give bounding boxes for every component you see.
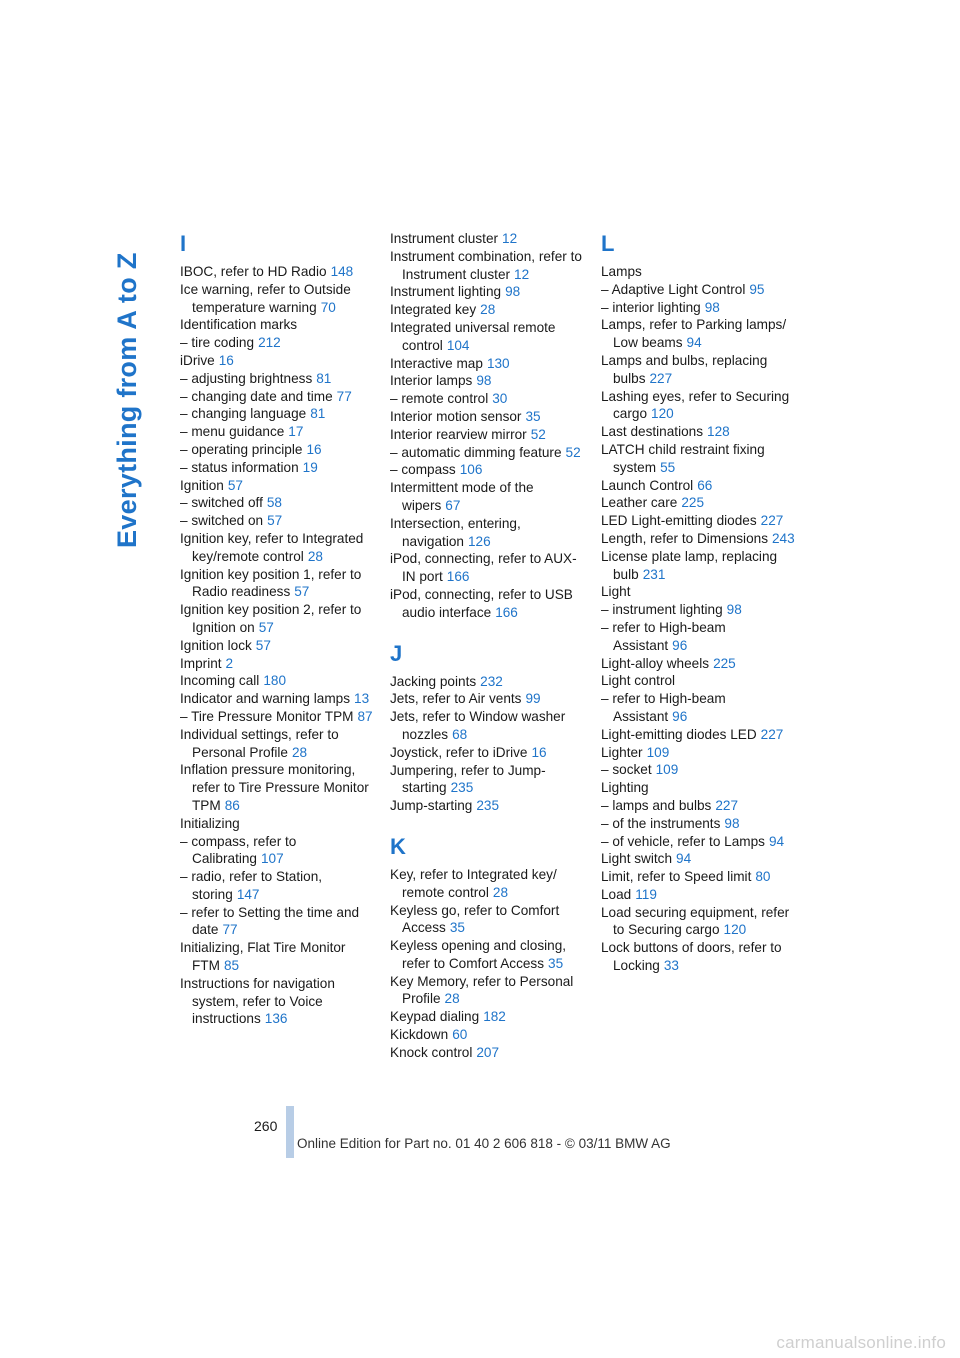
page-reference-link[interactable]: 52 bbox=[530, 426, 546, 442]
index-entry bbox=[180, 708, 380, 726]
index-entry-text: – changing date and time bbox=[180, 388, 333, 404]
page-reference-link[interactable]: 28 bbox=[307, 548, 323, 564]
index-entry-text: – lamps and bulbs bbox=[601, 797, 712, 813]
page-reference-link[interactable]: 227 bbox=[649, 370, 673, 386]
index-entry bbox=[390, 673, 590, 691]
index-entry bbox=[390, 973, 590, 1009]
index-entry-text: Integrated key bbox=[390, 302, 477, 318]
index-entry bbox=[390, 797, 590, 815]
index-entry bbox=[390, 283, 590, 301]
index-entry-text: Lamps, refer to Parking lamps/ Low beams bbox=[601, 317, 787, 351]
index-entry-text: Kickdown bbox=[390, 1027, 449, 1043]
page-reference-link[interactable]: 28 bbox=[291, 744, 308, 760]
index-entry-text: iPod, connecting, refer to USB audio interface bbox=[390, 586, 573, 620]
index-entry bbox=[601, 690, 801, 726]
index-entry-text: Initializing, Flat Tire Monitor FTM bbox=[180, 940, 346, 974]
index-entry-text: Identification marks bbox=[180, 317, 298, 333]
index-entry-text: LATCH child restraint fixing system bbox=[601, 441, 765, 475]
index-entry-text: Light-alloy wheels bbox=[601, 655, 710, 671]
page-reference-link[interactable]: 128 bbox=[707, 424, 730, 440]
index-entry-text: Keypad dialing bbox=[390, 1009, 480, 1025]
index-entry-text: Lashing eyes, refer to Securing cargo bbox=[601, 388, 790, 422]
index-entry-text: Ignition key position 2, refer to Ignition on bbox=[180, 602, 362, 635]
section-letter: J bbox=[390, 640, 403, 666]
page-reference-link[interactable]: 225 bbox=[713, 655, 736, 671]
page-reference-link[interactable]: 52 bbox=[565, 444, 581, 460]
page-reference-link[interactable]: 81 bbox=[316, 370, 332, 386]
index-entry-text: Interactive map bbox=[390, 355, 483, 371]
index-entry-text: Jumpering, refer to Jump-starting bbox=[390, 762, 546, 796]
index-entry bbox=[601, 904, 801, 940]
page-reference-link[interactable]: 57 bbox=[258, 619, 274, 635]
page-reference-link[interactable]: 98 bbox=[726, 602, 742, 618]
index-entry bbox=[180, 316, 380, 334]
index-entry-text: Leather care bbox=[601, 495, 678, 511]
page-reference-link[interactable]: 126 bbox=[467, 533, 491, 549]
index-entry bbox=[390, 355, 590, 373]
index-entry bbox=[180, 423, 380, 441]
page-reference-link[interactable]: 30 bbox=[492, 391, 508, 407]
index-entry-text: Imprint bbox=[180, 655, 222, 671]
index-entry bbox=[180, 726, 380, 762]
index-entry bbox=[390, 1044, 590, 1062]
index-entry bbox=[180, 494, 380, 512]
index-entry-text: Intermittent mode of the wipers bbox=[390, 480, 534, 513]
index-entry bbox=[180, 690, 380, 708]
index-entry-text: Instrument lighting bbox=[390, 284, 502, 300]
index-entry-text: Jump-starting bbox=[390, 798, 473, 814]
index-entry bbox=[601, 601, 801, 619]
index-entry bbox=[601, 833, 801, 851]
index-entry bbox=[180, 655, 380, 673]
index-entry-text: Indicator and warning lamps bbox=[180, 691, 351, 707]
index-entry-text: Lighter bbox=[601, 744, 643, 760]
page-reference-link[interactable]: 98 bbox=[704, 299, 720, 315]
page-reference-link[interactable]: 136 bbox=[264, 1011, 288, 1027]
index-entry-text: – Tire Pressure Monitor TPM bbox=[180, 708, 354, 724]
index-entry-text: Interior rearview mirror bbox=[390, 426, 527, 442]
page-reference-link[interactable]: 94 bbox=[676, 851, 692, 867]
page-reference-link[interactable]: 70 bbox=[320, 299, 336, 315]
index-entry-text: – refer to High-beam Assistant bbox=[601, 691, 726, 724]
index-entry bbox=[390, 708, 590, 744]
page-reference-link[interactable]: 109 bbox=[646, 744, 670, 760]
index-entry bbox=[390, 1026, 590, 1044]
index-entry bbox=[390, 408, 590, 426]
index-entry bbox=[601, 352, 801, 388]
index-entry-text: – switched on bbox=[180, 513, 264, 529]
index-column-1 bbox=[180, 230, 380, 1028]
index-entry-text: – Adaptive Light Control bbox=[601, 281, 746, 297]
page-reference-link[interactable]: 148 bbox=[330, 264, 354, 279]
page-reference-link[interactable]: 28 bbox=[492, 884, 509, 900]
footer-accent-bar bbox=[286, 1106, 294, 1158]
index-entry-text: Ignition key, refer to Integrated key/remote control bbox=[180, 530, 364, 564]
page-reference-link[interactable]: 86 bbox=[224, 797, 240, 813]
index-entry bbox=[601, 423, 801, 441]
index-entry bbox=[601, 299, 801, 317]
index-entry bbox=[390, 248, 590, 284]
index-entry bbox=[390, 319, 590, 355]
index-entry-text: Keyless opening and closing, refer to Comfort Access bbox=[390, 938, 567, 971]
index-entry-text: Launch Control bbox=[601, 477, 694, 493]
page-reference-link[interactable]: 99 bbox=[525, 691, 541, 707]
index-entry-text: Load securing equipment, refer to Securing cargo bbox=[601, 904, 790, 938]
page-number: 260 bbox=[254, 1118, 278, 1134]
index-entry-text: – operating principle bbox=[180, 441, 303, 457]
index-entry bbox=[601, 494, 801, 512]
index-entry-text: Last destinations bbox=[601, 424, 704, 440]
page-reference-link[interactable]: 120 bbox=[651, 406, 674, 422]
index-entry-text: Interior motion sensor bbox=[390, 408, 522, 424]
index-entry bbox=[390, 390, 590, 408]
page-reference-link[interactable]: 28 bbox=[444, 991, 460, 1007]
page-reference-link[interactable]: 107 bbox=[260, 851, 284, 867]
index-entry-text: – status information bbox=[180, 459, 299, 475]
index-entry-text: Instrument combination, refer to Instrument cluster bbox=[390, 248, 582, 282]
page-reference-link[interactable]: 119 bbox=[635, 886, 657, 902]
index-entry bbox=[390, 937, 590, 973]
page-reference-link[interactable]: 95 bbox=[749, 281, 765, 297]
index-entry bbox=[180, 512, 380, 530]
index-entry bbox=[180, 405, 380, 423]
index-entry-text: Lighting bbox=[601, 780, 649, 796]
index-entry bbox=[601, 761, 801, 779]
page-reference-link[interactable]: 227 bbox=[715, 797, 739, 813]
index-entry-text: Key, refer to Integrated key/ remote control bbox=[390, 866, 557, 900]
index-entry bbox=[390, 230, 590, 248]
index-entry bbox=[390, 1008, 590, 1026]
page-reference-link[interactable]: 16 bbox=[531, 744, 547, 760]
section-letter: K bbox=[390, 833, 406, 859]
index-entry bbox=[180, 566, 380, 602]
page-reference-link[interactable]: 16 bbox=[306, 441, 322, 457]
index-entry bbox=[180, 904, 380, 940]
index-entry bbox=[180, 868, 380, 904]
page-reference-link[interactable]: 33 bbox=[663, 958, 679, 974]
page-reference-link[interactable]: 232 bbox=[480, 673, 503, 689]
page-reference-link[interactable]: 58 bbox=[266, 495, 282, 511]
index-entry-text: Key Memory, refer to Personal Profile bbox=[390, 973, 574, 1007]
index-entry bbox=[601, 583, 801, 601]
index-entry bbox=[601, 477, 801, 495]
index-entry bbox=[601, 441, 801, 477]
page-reference-link[interactable]: 182 bbox=[483, 1009, 506, 1025]
page-reference-link[interactable]: 77 bbox=[336, 388, 352, 404]
index-entry-text: – compass bbox=[390, 462, 456, 478]
page-reference-link[interactable]: 130 bbox=[486, 355, 510, 371]
page-reference-link[interactable]: 98 bbox=[476, 373, 492, 389]
index-entry bbox=[390, 301, 590, 319]
index-entry-text: Inflation pressure monitoring, refer to Tire Pressure Monitor TPM bbox=[180, 762, 369, 813]
index-entry bbox=[180, 263, 380, 281]
page-reference-link[interactable]: 66 bbox=[697, 477, 713, 493]
index-entry bbox=[180, 388, 380, 406]
page-reference-link[interactable]: 109 bbox=[655, 762, 679, 778]
index-entry bbox=[390, 426, 590, 444]
index-entry-text: – instrument lighting bbox=[601, 602, 723, 618]
page-reference-link[interactable]: 80 bbox=[755, 869, 771, 885]
index-entry-text: – refer to High-beam Assistant bbox=[601, 619, 726, 653]
index-entry bbox=[180, 441, 380, 459]
index-entry bbox=[180, 939, 380, 975]
index-entry-text: Initializing bbox=[180, 815, 240, 831]
index-entry bbox=[390, 515, 590, 551]
index-entry bbox=[601, 744, 801, 762]
page-reference-link[interactable]: 98 bbox=[505, 284, 521, 300]
index-entry bbox=[601, 726, 801, 744]
page-reference-link[interactable]: 35 bbox=[525, 408, 541, 424]
index-entry bbox=[390, 744, 590, 762]
index-entry bbox=[180, 352, 380, 370]
index-entry bbox=[180, 833, 380, 869]
index-entry-text: – switched off bbox=[180, 495, 263, 511]
page-reference-link[interactable]: 227 bbox=[760, 513, 784, 529]
index-entry-text: Joystick, refer to iDrive bbox=[390, 744, 528, 760]
page-reference-link[interactable]: 207 bbox=[476, 1044, 500, 1060]
index-entry-text: – radio, refer to Station, storing bbox=[180, 869, 323, 902]
index-entry bbox=[390, 444, 590, 462]
index-entry-text: Limit, refer to Speed limit bbox=[601, 869, 752, 885]
index-entry bbox=[601, 655, 801, 673]
index-entry bbox=[390, 479, 590, 515]
index-entry bbox=[601, 797, 801, 815]
index-entry-text: Light-emitting diodes LED bbox=[601, 726, 757, 742]
page-reference-link[interactable]: 19 bbox=[302, 459, 318, 475]
index-entry-text: LED Light-emitting diodes bbox=[601, 513, 757, 529]
index-entry bbox=[601, 815, 801, 833]
index-entry-text: Load bbox=[601, 886, 632, 902]
index-entry bbox=[601, 619, 801, 655]
page-reference-link[interactable]: 67 bbox=[445, 497, 461, 513]
index-entry-text: Ignition lock bbox=[180, 637, 252, 653]
page-reference-link[interactable]: 106 bbox=[459, 462, 483, 478]
page-reference-link[interactable]: 212 bbox=[258, 335, 281, 351]
page-reference-link[interactable]: 35 bbox=[548, 955, 564, 971]
index-entry-text: Light bbox=[601, 584, 631, 600]
index-entry bbox=[180, 281, 380, 317]
page-reference-link[interactable]: 28 bbox=[480, 302, 496, 318]
page-reference-link[interactable]: 35 bbox=[449, 920, 465, 936]
index-entry-text: Keyless go, refer to Comfort Access bbox=[390, 902, 560, 936]
index-entry bbox=[390, 902, 590, 938]
index-entry bbox=[180, 334, 380, 352]
index-entry bbox=[180, 370, 380, 388]
page-reference-link[interactable]: 17 bbox=[288, 424, 304, 440]
index-entry-text: – compass, refer to Calibrating bbox=[180, 833, 297, 867]
index-entry-text: Jets, refer to Air vents bbox=[390, 691, 522, 707]
index-entry bbox=[180, 672, 380, 690]
index-entry bbox=[601, 868, 801, 886]
page-reference-link[interactable]: 12 bbox=[502, 231, 518, 246]
page-reference-link[interactable]: 85 bbox=[223, 958, 240, 974]
index-entry-text: – of the instruments bbox=[601, 815, 721, 831]
index-entry-text: Incoming call bbox=[180, 673, 260, 689]
page-reference-link[interactable]: 2 bbox=[225, 655, 234, 671]
section-side-title: Everything from A to Z bbox=[112, 252, 142, 548]
index-entry-text: – adjusting brightness bbox=[180, 370, 313, 386]
index-entry-text: Knock control bbox=[390, 1044, 473, 1060]
page-reference-link[interactable]: 98 bbox=[724, 815, 740, 831]
index-entry-text: – remote control bbox=[390, 391, 489, 407]
index-entry-text: – tire coding bbox=[180, 335, 255, 351]
index-column-3 bbox=[601, 230, 801, 975]
index-entry bbox=[390, 372, 590, 390]
index-entry bbox=[180, 761, 380, 814]
index-entry bbox=[601, 548, 801, 584]
index-entry bbox=[601, 263, 801, 281]
index-entry bbox=[601, 512, 801, 530]
index-entry-text: License plate lamp, replacing bulb bbox=[601, 548, 778, 582]
index-entry-text: Ignition key position 1, refer to Radio readiness bbox=[180, 566, 362, 600]
index-entry bbox=[601, 779, 801, 797]
page-reference-link[interactable]: 60 bbox=[452, 1027, 468, 1043]
index-entry bbox=[180, 477, 380, 495]
index-entry bbox=[180, 637, 380, 655]
page-reference-link[interactable]: 55 bbox=[660, 459, 676, 475]
index-entry-text: Lamps and bulbs, replacing bulbs bbox=[601, 352, 768, 386]
page-reference-link[interactable]: 96 bbox=[672, 637, 688, 653]
section-letter: I bbox=[180, 231, 187, 256]
index-entry bbox=[601, 281, 801, 299]
index-entry-text: Individual settings, refer to Personal Profile bbox=[180, 726, 339, 760]
index-entry-text: – refer to Setting the time and date bbox=[180, 904, 360, 938]
index-entry bbox=[601, 388, 801, 424]
index-entry bbox=[180, 815, 380, 833]
index-entry-text: Light switch bbox=[601, 851, 673, 867]
index-entry bbox=[390, 550, 590, 586]
index-entry bbox=[390, 690, 590, 708]
page-reference-link[interactable]: 96 bbox=[672, 708, 688, 724]
index-entry-text: – menu guidance bbox=[180, 424, 285, 440]
index-entry bbox=[390, 866, 590, 902]
index-entry bbox=[390, 461, 590, 479]
page-reference-link[interactable]: 235 bbox=[476, 798, 500, 814]
index-entry bbox=[180, 530, 380, 566]
index-column-2 bbox=[390, 230, 590, 1062]
page-reference-link[interactable]: 77 bbox=[222, 922, 238, 938]
index-entry-text: Lock buttons of doors, refer to Locking bbox=[601, 940, 782, 974]
index-entry-text: Interior lamps bbox=[390, 373, 473, 389]
page-reference-link[interactable]: 147 bbox=[236, 886, 260, 902]
page-reference-link[interactable]: 16 bbox=[218, 352, 234, 368]
page-reference-link[interactable]: 225 bbox=[681, 495, 705, 511]
index-entry-text: Ignition bbox=[180, 477, 224, 493]
page-reference-link[interactable]: 94 bbox=[768, 833, 785, 849]
index-entry-text: – of vehicle, refer to Lamps bbox=[601, 833, 765, 849]
index-entry-text: Instrument cluster bbox=[390, 231, 499, 246]
index-entry bbox=[180, 601, 380, 637]
section-letter: L bbox=[601, 231, 615, 256]
index-entry-text: Jets, refer to Window washer nozzles bbox=[390, 709, 566, 742]
index-entry-text: – interior lighting bbox=[601, 299, 701, 315]
index-entry-text: Jacking points bbox=[390, 673, 477, 689]
page-reference-link[interactable]: 87 bbox=[357, 708, 373, 724]
index-entry bbox=[601, 672, 801, 690]
index-entry bbox=[180, 975, 380, 1028]
index-entry bbox=[601, 886, 801, 904]
index-entry bbox=[601, 316, 801, 352]
index-entry-text: iPod, connecting, refer to AUX-IN port bbox=[390, 551, 577, 585]
watermark: carmanualsonline.info bbox=[776, 1333, 946, 1352]
index-entry-text: – automatic dimming feature bbox=[390, 444, 562, 460]
page-reference-link[interactable]: 166 bbox=[495, 604, 518, 620]
index-entry-text: IBOC, refer to HD Radio bbox=[180, 264, 327, 279]
page-reference-link[interactable]: 57 bbox=[294, 584, 310, 600]
index-entry bbox=[601, 850, 801, 868]
index-entry-text: Lamps bbox=[601, 264, 642, 279]
index-entry-text: – changing language bbox=[180, 406, 307, 422]
page-reference-link[interactable]: 94 bbox=[686, 335, 702, 351]
page-reference-link[interactable]: 68 bbox=[452, 726, 468, 742]
page-reference-link[interactable]: 235 bbox=[450, 780, 474, 796]
page-reference-link[interactable]: 81 bbox=[310, 406, 326, 422]
page-reference-link[interactable]: 120 bbox=[723, 922, 747, 938]
page-reference-link[interactable]: 57 bbox=[267, 513, 283, 529]
page-reference-link[interactable]: 12 bbox=[514, 266, 530, 282]
page-reference-link[interactable]: 13 bbox=[354, 691, 370, 707]
page-reference-link[interactable]: 227 bbox=[760, 726, 784, 742]
index-entry-text: Intersection, entering, navigation bbox=[390, 515, 521, 549]
index-entry bbox=[180, 459, 380, 477]
page-reference-link[interactable]: 231 bbox=[642, 566, 666, 582]
footer-edition-text: Online Edition for Part no. 01 40 2 606 818 - © 03/11 BMW AG bbox=[297, 1136, 671, 1151]
index-entry bbox=[390, 762, 590, 798]
page-reference-link[interactable]: 104 bbox=[446, 337, 470, 353]
index-entry bbox=[601, 530, 801, 548]
index-entry-text: Integrated universal remote control bbox=[390, 319, 556, 353]
page-reference-link[interactable]: 243 bbox=[772, 530, 795, 546]
index-entry-text: Length, refer to Dimensions bbox=[601, 530, 768, 546]
page-reference-link[interactable]: 180 bbox=[263, 673, 287, 689]
page-reference-link[interactable]: 166 bbox=[446, 569, 470, 585]
index-entry-text: Light control bbox=[601, 673, 676, 689]
index-entry bbox=[390, 586, 590, 622]
index-entry-text: Instructions for navigation system, refer to Voice instructions bbox=[180, 975, 335, 1027]
page-reference-link[interactable]: 57 bbox=[255, 637, 271, 653]
index-entry bbox=[601, 939, 801, 975]
index-entry-text: iDrive bbox=[180, 352, 215, 368]
page-reference-link[interactable]: 57 bbox=[227, 477, 243, 493]
index-entry-text: – socket bbox=[601, 762, 652, 778]
index-entry-text: Ice warning, refer to Outside temperature warning bbox=[180, 281, 351, 315]
